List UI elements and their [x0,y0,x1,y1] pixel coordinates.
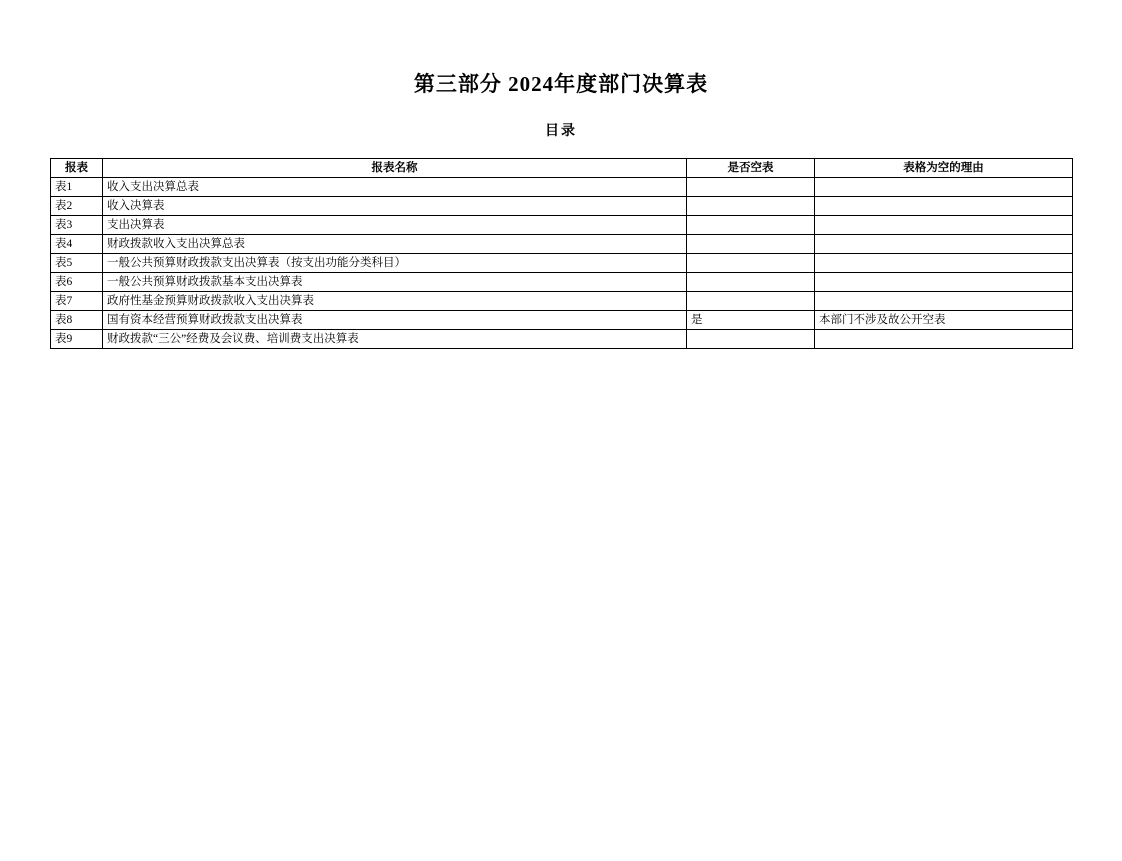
table-row [51,330,1073,349]
cell-is-empty [687,254,815,273]
cell-name: 财政拨款收入支出决算总表 [103,235,687,254]
table-header-row [51,159,1073,178]
page-title: 第三部分 2024年度部门决算表 [413,72,709,96]
toc-table-wrapper [50,158,1072,349]
table-header [51,159,1073,178]
table-row [51,197,1073,216]
cell-is-empty [687,216,815,235]
table-row [51,235,1073,254]
table-row [51,254,1073,273]
column-header-is-empty: 是否空表 [687,159,815,178]
column-header-name: 报表名称 [103,159,687,178]
cell-code: 表5 [51,254,103,273]
cell-reason [815,235,1073,254]
cell-name: 收入支出决算总表 [103,178,687,197]
cell-code: 表7 [51,292,103,311]
cell-is-empty: 是 [687,311,815,330]
cell-reason [815,254,1073,273]
column-header-reason: 表格为空的理由 [815,159,1073,178]
cell-code: 表8 [51,311,103,330]
cell-reason [815,330,1073,349]
document-page [0,68,1122,861]
cell-name: 一般公共预算财政拨款基本支出决算表 [103,273,687,292]
cell-reason [815,273,1073,292]
table-body [51,178,1073,349]
cell-is-empty [687,235,815,254]
table-row [51,273,1073,292]
cell-code: 表6 [51,273,103,292]
table-row [51,292,1073,311]
cell-is-empty [687,197,815,216]
cell-name: 支出决算表 [103,216,687,235]
table-row [51,178,1073,197]
cell-code: 表3 [51,216,103,235]
column-header-code: 报表 [51,159,103,178]
cell-reason [815,178,1073,197]
table-row [51,311,1073,330]
cell-reason: 本部门不涉及故公开空表 [815,311,1073,330]
toc-table [50,158,1073,349]
cell-is-empty [687,273,815,292]
cell-code: 表4 [51,235,103,254]
cell-name: 一般公共预算财政拨款支出决算表（按支出功能分类科目） [103,254,687,273]
cell-is-empty [687,330,815,349]
cell-code: 表2 [51,197,103,216]
cell-is-empty [687,292,815,311]
table-row [51,216,1073,235]
page-subtitle: 目录 [545,124,577,139]
cell-name: 收入决算表 [103,197,687,216]
cell-code: 表9 [51,330,103,349]
cell-reason [815,197,1073,216]
cell-name: 财政拨款“三公”经费及会议费、培训费支出决算表 [103,330,687,349]
cell-reason [815,216,1073,235]
cell-code: 表1 [51,178,103,197]
cell-name: 政府性基金预算财政拨款收入支出决算表 [103,292,687,311]
cell-name: 国有资本经营预算财政拨款支出决算表 [103,311,687,330]
cell-reason [815,292,1073,311]
cell-is-empty [687,178,815,197]
